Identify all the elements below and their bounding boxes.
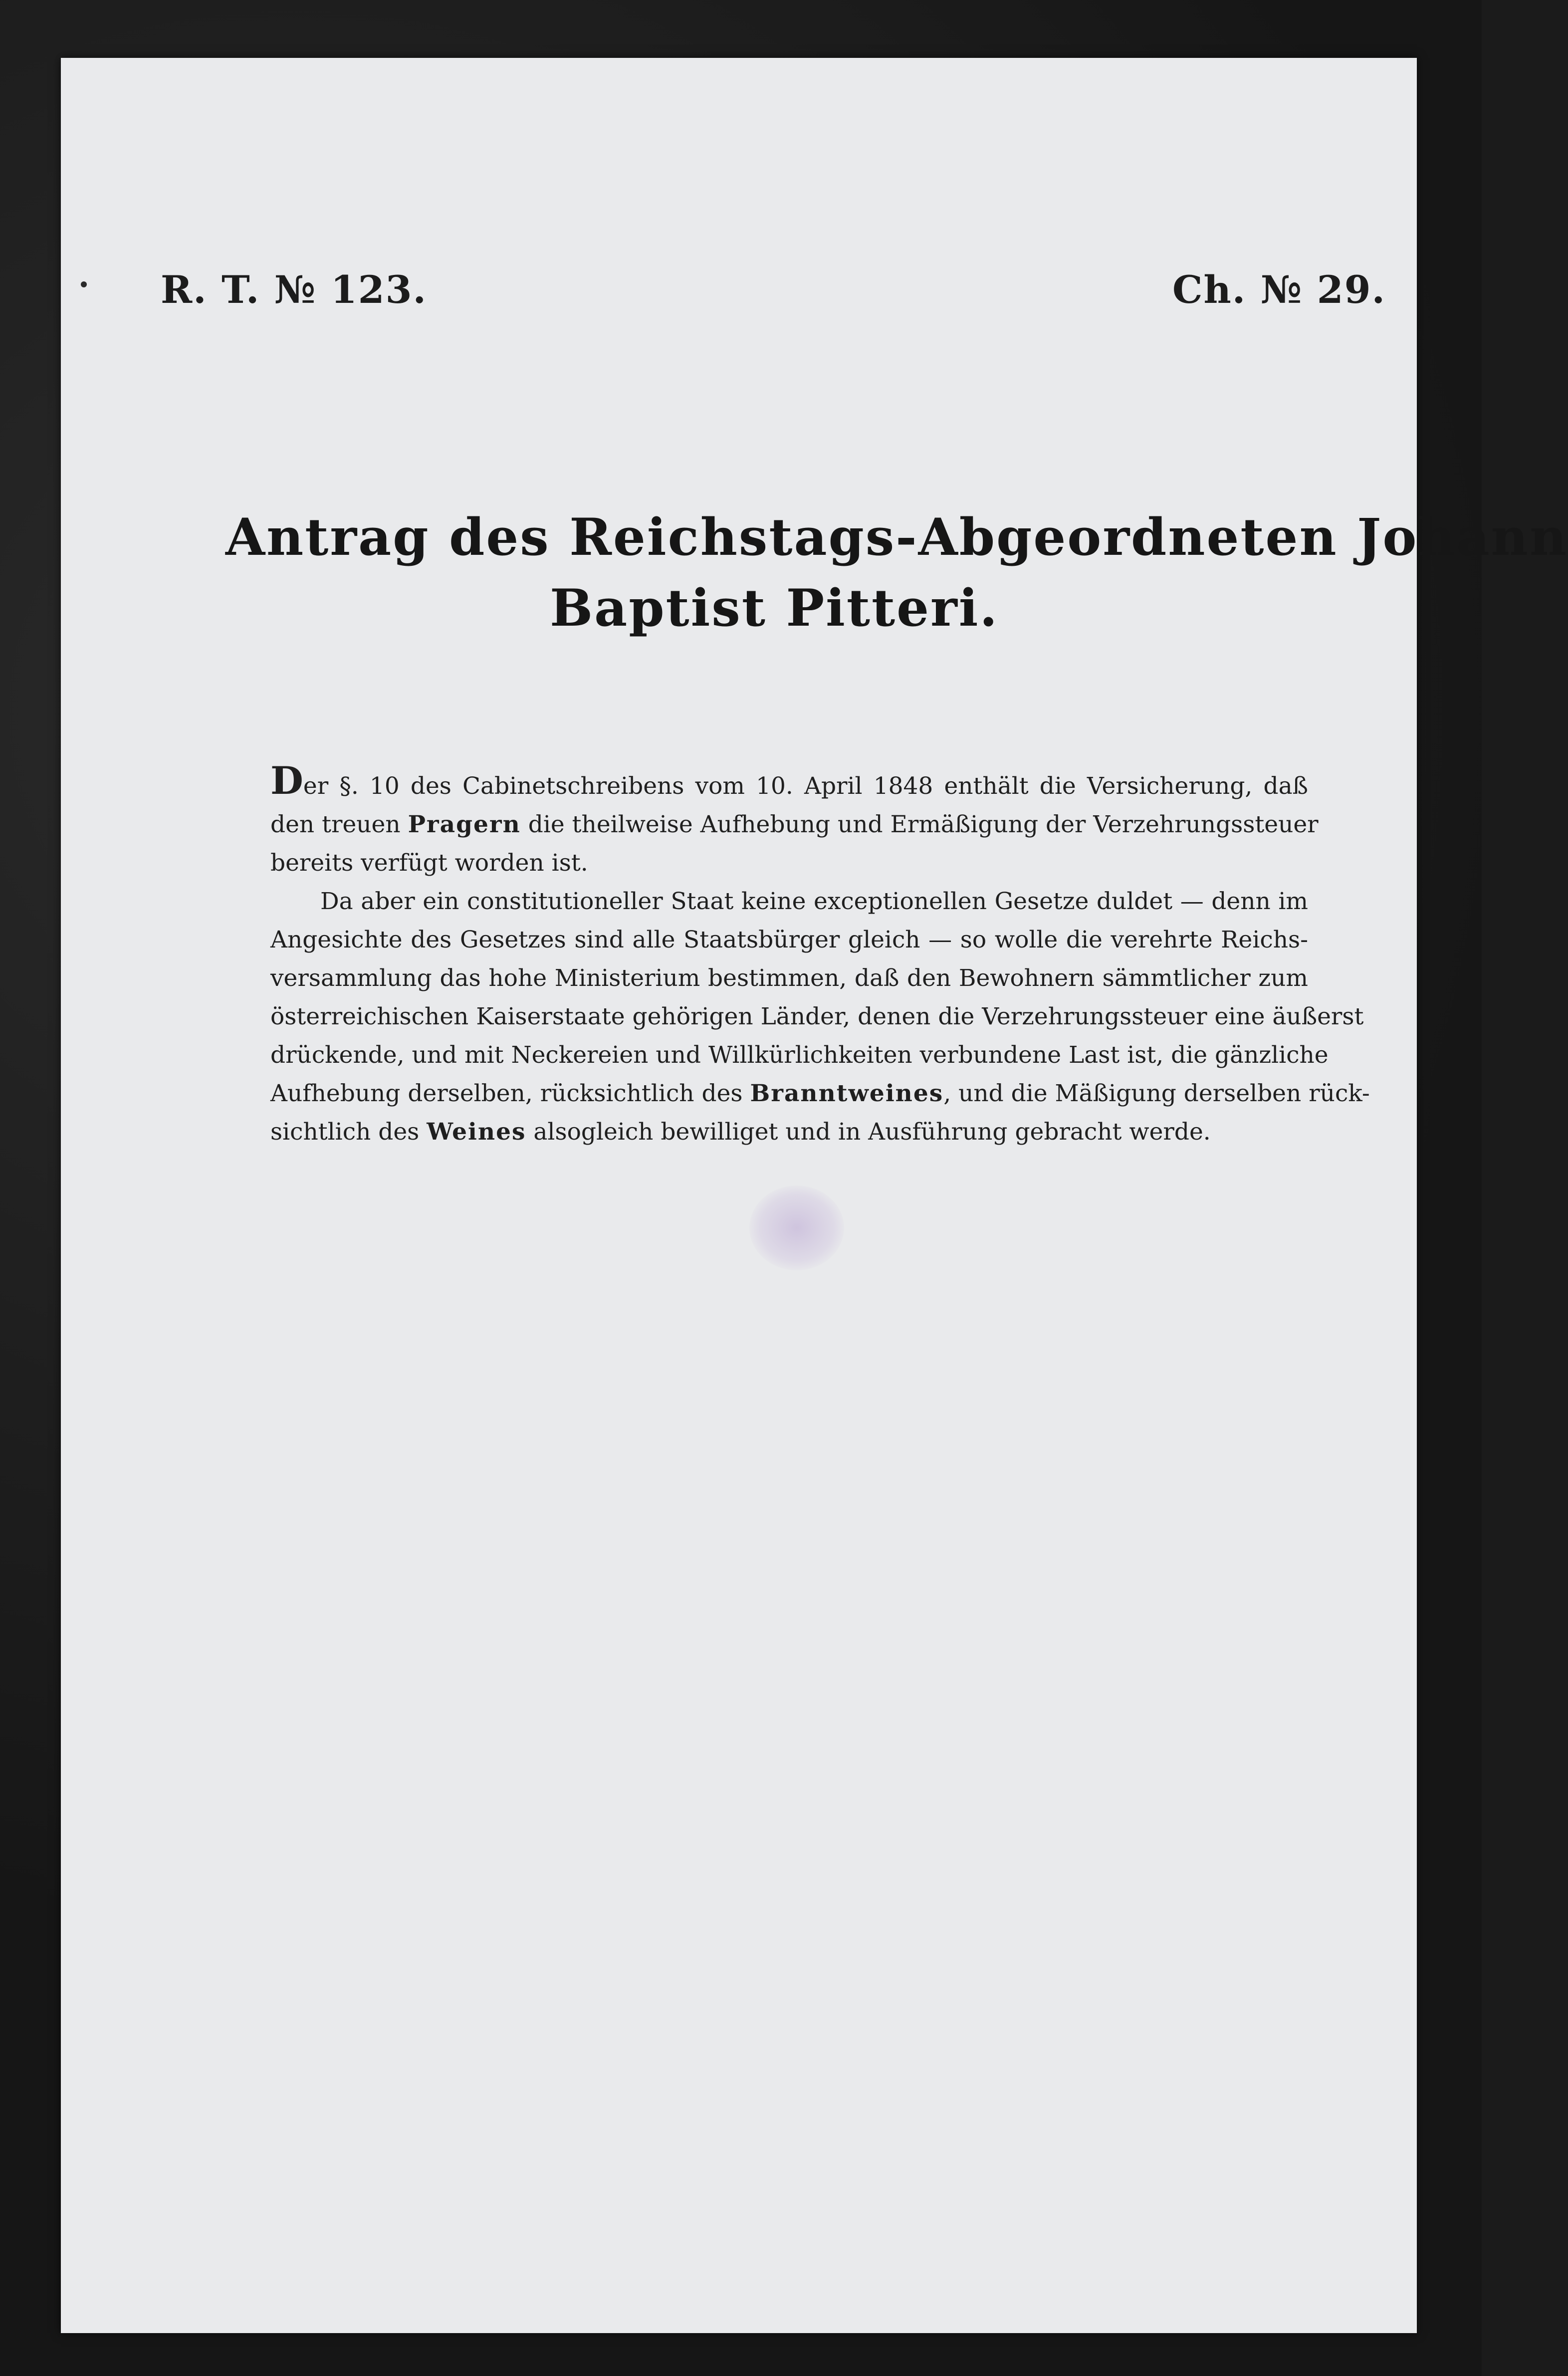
faded-ink-stamp (749, 1186, 844, 1270)
drop-cap: D (270, 758, 303, 803)
body-line (270, 1074, 1370, 1113)
body-text: sichtlich des (270, 1118, 427, 1146)
emphasis-pragern: Pragern (408, 811, 521, 838)
document-page (61, 58, 1568, 2333)
body-line (270, 805, 1319, 844)
emphasis-weines: Weines (427, 1118, 526, 1146)
body-line (270, 1113, 1308, 1151)
body-line: drückende, und mit Neckereien und Willkürlichkeiten verbundene Last ist, die gänzliche (270, 1041, 1329, 1069)
body-line: österreichischen Kaiserstaate gehörigen Länder, denen die Verzehrungssteuer eine äußerst (270, 1003, 1364, 1030)
body-line: bereits verfügt worden ist. (270, 849, 588, 877)
body-text: den treuen (270, 811, 408, 838)
body-text: Aufhebung derselben, rücksichtlich des (270, 1080, 750, 1107)
emphasis-branntweines: Branntweines (750, 1080, 944, 1107)
paper-blemish (81, 281, 87, 287)
document-title (225, 502, 1568, 644)
body-line: Da aber ein constitutioneller Staat keine exceptionellen Gesetze duldet — denn im (320, 888, 1308, 915)
body-text: er §. 10 des Cabinetschreibens vom 10. April 1848 enthält die Versicherung, daß (303, 772, 1308, 800)
body-text: , und die Mäßigung derselben rück- (943, 1080, 1370, 1107)
body-line (270, 758, 1308, 805)
body-line: Angesichte des Gesetzes sind alle Staatsbürger gleich — so wolle die verehrte Reichs- (270, 926, 1308, 953)
title-line-2: Baptist Pitteri. (549, 578, 999, 638)
body-line: versammlung das hohe Ministerium bestimmen, daß den Bewohnern sämmtlicher zum (270, 964, 1308, 992)
title-line-1: Antrag des Reichstags-Abgeordneten Johann (225, 507, 1568, 567)
reference-number-rt: R. T. № 123. (161, 267, 427, 312)
body-text: alsogleich bewilliget und in Ausführung gebracht werde. (526, 1118, 1211, 1146)
document-body (270, 758, 1370, 1151)
reference-number-ch: Ch. № 29. (1172, 267, 1386, 312)
body-text: die theilweise Aufhebung und Ermäßigung der Verzehrungssteuer (520, 811, 1319, 838)
